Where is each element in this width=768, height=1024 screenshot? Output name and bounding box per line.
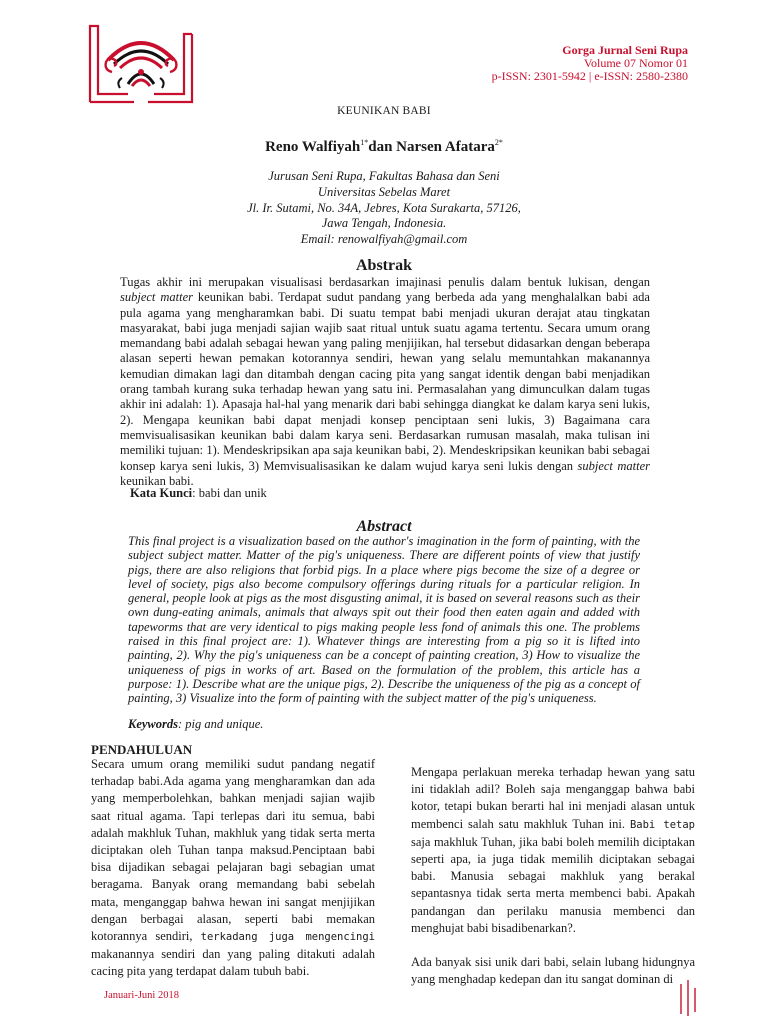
keywords bbox=[128, 717, 263, 732]
journal-issn: p-ISSN: 2301-5942 | e-ISSN: 2580-2380 bbox=[491, 69, 688, 83]
affiliation-line: Universitas Sebelas Maret bbox=[317, 184, 451, 199]
affiliation-line: Jurusan Seni Rupa, Fakultas Bahasa dan Seni bbox=[268, 169, 500, 183]
affiliation bbox=[0, 169, 768, 248]
body-paragraph bbox=[411, 764, 695, 937]
abstrak-body bbox=[120, 275, 650, 489]
keywords-value: : pig and unique. bbox=[178, 717, 264, 731]
section-heading: PENDAHULUAN bbox=[91, 742, 193, 757]
body-text: makanannya sendiri dan yang paling ditakuti adalah cacing pita yang terdapat dalam tubuh babi. bbox=[91, 947, 375, 979]
abstract-heading: Abstract bbox=[356, 518, 412, 535]
body-text-mono: terkadang juga mengencingi bbox=[200, 931, 375, 944]
body-paragraph: Ada banyak sisi unik dari babi, selain lubang hidungnya yang menghadap kedepan dan itu sangat dominan di bbox=[411, 955, 695, 987]
body-left-column bbox=[91, 756, 375, 981]
journal-volume: Volume 07 Nomor 01 bbox=[583, 56, 688, 70]
abstrak-italic: subject matter bbox=[577, 458, 650, 473]
author-2: Narsen Afatara bbox=[396, 139, 495, 155]
abstract-body: This final project is a visualization based on the author's imagination in the form of painting, with the subject subject matter. Matter of the pig's uniqueness. There are different points of view that justify pigs, there are also religions that forbid pigs. In a place where pigs become the size of a degree or level of society, pigs also become compulsory offerings during rituals for a particular religion. In general, people look at pigs as the most disgusting animal, it is based on several reasons such as their own dung-eating animals, animals that always spit out their food then eaten again and added with tapeworms that are very identical to pigs making people less fond of animals this one. The problems raised in this final project are: 1). Whatever things are interesting from a pig so it is lifted into painting, 2). Why the pig's uniqueness can be a concept of painting creation, 3) How to visualize the uniqueness of pigs in works of art. Based on the formulation of the problem, this article has a purpose: 1). Describe what are the unique pigs, 2). Describe the uniqueness of the pig as a concept of painting, 3) Visualize into the form of painting with the subject matter of the pig's uniqueness. bbox=[128, 534, 640, 706]
abstrak-text: Tugas akhir ini merupakan visualisasi berdasarkan imajinasi penulis dalam bentuk lukisan, dengan bbox=[120, 275, 650, 289]
kata-kunci bbox=[130, 486, 267, 501]
body-right-column bbox=[411, 764, 695, 988]
abstrak-heading: Abstrak bbox=[355, 257, 412, 274]
journal-name: Gorga Jurnal Seni Rupa bbox=[562, 43, 688, 57]
footer-bars-icon bbox=[678, 980, 698, 1016]
author-1: Reno Walfiyah bbox=[265, 139, 361, 155]
affiliation-line: Jl. Ir. Sutami, No. 34A, Jebres, Kota Surakarta, 57126, bbox=[247, 200, 521, 215]
body-text: Mengapa perlakuan mereka terhadap hewan yang satu ini tidaklah adil? Boleh saja menganggap bahwa babi kotor, tetapi bukan berarti hal ini menjadi alasan untuk membenci salah satu makhluk Tuhan ini. bbox=[411, 765, 695, 831]
footer-date: Januari-Juni 2018 bbox=[104, 990, 179, 1001]
abstrak-italic: subject matter bbox=[120, 290, 193, 305]
journal-header bbox=[492, 44, 688, 83]
kata-kunci-value: : babi dan unik bbox=[192, 486, 267, 500]
author-2-marker: 2* bbox=[494, 138, 503, 147]
body-text: saja makhluk Tuhan, jika babi boleh memilih diciptakan seperti apa, ia juga tidak memilih diciptakan sebagai babi. Manusia sebagai makhluk yang berakal sepantasnya tidak serta merta membenci babi. Apakah pandangan dan perilaku manusia membenci dan menghujat babi bisadibenarkan?. bbox=[411, 834, 695, 935]
abstrak-text: keunikan babi. Terdapat sudut pandang yang berbeda ada yang menghalalkan babi ada pula agama yang mengharamkan babi. Di suatu tempat babi menjadi ukuran derajat atau tingkatan masyarakat, babi juga menjadi sajian wajib saat ritual untuk suatu agama tertentu. Secara umum orang memandang babi adalah sebagai hewan yang paling menjijikan, hal tersebut didasarkan dengan beberapa alasan seperti hewan pemakan kotorannya sendiri, hewan yang selalu memuntahkan makanannya kemudian dimakan lagi dan ditambah dengan cacing pita yang sangat identik dengan babi menjadikan orang tambah kurang suka terhadap hewan yang satu ini. Permasalahan yang dimunculkan dalam tugas akhir ini adalah: 1). Apasaja hal-hal yang menarik dari babi sehingga diangkat ke dalam karya seni lukis, 2). Mengapa keunikan babi dapat menjadi konsep penciptaan seni lukis, 3) Bagaimana cara memvisualisasikan keunikan babi dalam karya seni. Berdasarkan rumusan masalah, maka tulisan ini memiliki tujuan: 1). Mendeskripsikan apa saja keunikan babi, 2). Mendeskripsikan keunikan babi sebagai konsep karya seni lukis, 3) Memvisualisasikan ke dalam wujud karya seni lukis dengan bbox=[120, 290, 650, 473]
keywords-label: Keywords bbox=[128, 717, 178, 731]
abstrak-text: keunikan babi. bbox=[120, 473, 194, 488]
author-separator: dan bbox=[368, 139, 393, 155]
journal-logo bbox=[88, 24, 194, 106]
body-text-mono: Babi tetap bbox=[629, 818, 695, 831]
article-title: KEUNIKAN BABI bbox=[337, 105, 431, 117]
kata-kunci-label: Kata Kunci bbox=[130, 486, 193, 500]
article-authors bbox=[0, 138, 768, 156]
body-text: Secara umum orang memiliki sudut pandang negatif terhadap babi.Ada agama yang mengharamkan dan ada yang memperbolehkan, bahkan menjadi sajian wajib saat ritual agama. Tapi terlepas dari itu semua, babi adalah makhluk Tuhan, makhluk yang tidak serta merta diciptakan oleh Tuhan tanpa maksud.Penciptaan babi bisa dijadikan sebagai pelajaran bagi sebagian umat beragama. Banyak orang memandang babi sebelah mata, menganggap bahwa hewan ini sangat menjijikan dengan berbagai alasan, seperti babi memakan kotorannya sendiri, bbox=[91, 757, 375, 944]
author-1-marker: 1* bbox=[360, 138, 369, 147]
affiliation-email: Email: renowalfiyah@gmail.com bbox=[300, 232, 468, 247]
affiliation-line: Jawa Tengah, Indonesia. bbox=[321, 216, 447, 231]
